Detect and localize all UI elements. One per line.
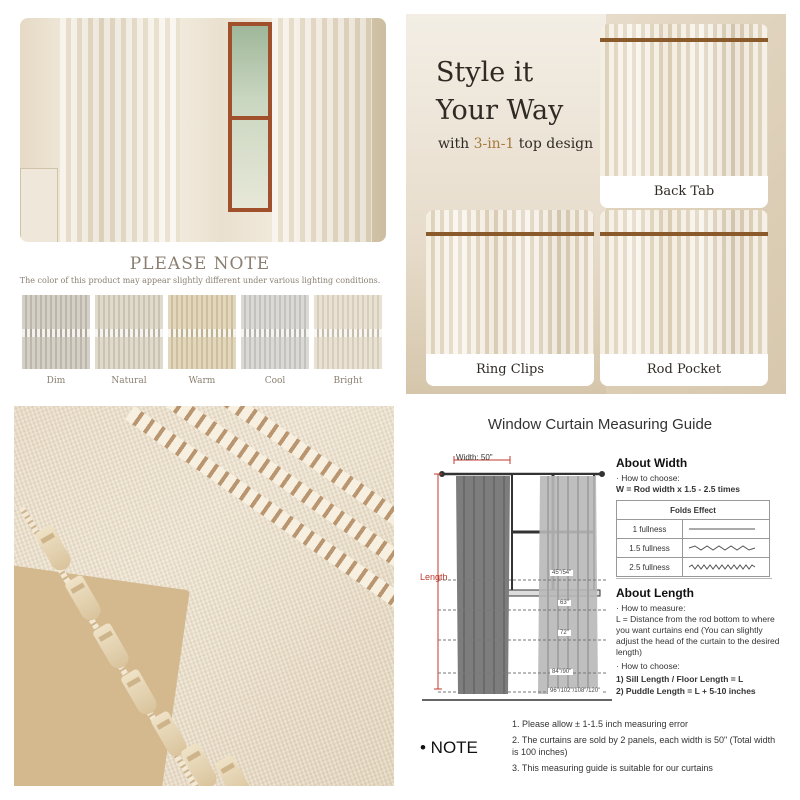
headline-line-2: Your Way [436, 95, 564, 126]
drop-label-63: 63" [560, 600, 569, 606]
divider [616, 578, 772, 579]
note-item-2: 2. The curtains are sold by 2 panels, each width is 50" (Total width is 100 inches) [512, 735, 776, 757]
about-width-heading: About Width [616, 456, 688, 470]
note-item-3: 3. This measuring guide is suitable for our curtains [512, 763, 713, 773]
fullness-1-5: 1.5 fullness [617, 539, 683, 558]
rod-pocket-label: Rod Pocket [600, 354, 768, 386]
folds-effect-table [616, 500, 770, 577]
room-photo [20, 18, 386, 242]
sheer-curtain-right [272, 18, 372, 242]
sub-highlight: 3-in-1 [473, 136, 515, 152]
guide-title: Window Curtain Measuring Guide [487, 416, 713, 433]
style-options-panel [406, 14, 786, 394]
note-item-1: 1. Please allow ± 1-1.5 inch measuring error [512, 719, 689, 729]
ring-clips-label: Ring Clips [426, 354, 594, 386]
fullness-2-5: 2.5 fullness [617, 558, 683, 577]
length-measure-text: L = Distance from the rod bottom to where you want curtains end (You can slightly adjust the head of the curtain to the desired length) [616, 614, 780, 657]
note-title: PLEASE NOTE [129, 254, 271, 274]
lighting-note-panel [0, 0, 400, 400]
back-tab-label: Back Tab [600, 176, 768, 208]
swatch-bright [314, 295, 382, 369]
note-list [512, 718, 782, 778]
window-frame [228, 22, 272, 212]
swatch-warm [168, 295, 236, 369]
swatch-natural [95, 295, 163, 369]
length-label: Length [420, 572, 448, 582]
fold-line-1 [683, 520, 770, 539]
cabinet [20, 168, 58, 242]
headline-line-1: Style it [436, 57, 534, 88]
kraft-paper-tag [14, 564, 190, 786]
swatch-label-warm: Warm [188, 376, 216, 386]
ring-clips-card [426, 210, 594, 386]
width-how-label: · How to choose: [616, 473, 680, 483]
curtain-diagram [412, 444, 612, 744]
length-measure-label: · How to measure: [616, 603, 686, 613]
swatch-dim [22, 295, 90, 369]
about-length-heading: About Length [616, 586, 694, 600]
style-headline [436, 54, 563, 130]
drop-label-96-120: 96"/102"/108"/120" [550, 688, 601, 694]
length-choose-label: · How to choose: [616, 661, 680, 671]
drop-label-84-90: 84"/90" [552, 669, 572, 675]
length-choice-2: 2) Puddle Length = L + 5-10 inches [616, 686, 756, 696]
measuring-guide-panel [400, 400, 800, 800]
fold-line-2-5 [683, 558, 770, 577]
rod-pocket-card [600, 210, 768, 386]
drop-label-72: 72" [560, 630, 569, 636]
style-subtitle [438, 136, 593, 152]
sheer-curtain-left [60, 18, 180, 242]
fullness-1: 1 fullness [617, 520, 683, 539]
fold-line-1-5 [683, 539, 770, 558]
length-choice-1: 1) Sill Length / Floor Length = L [616, 674, 744, 684]
swatch-label-cool: Cool [264, 376, 286, 386]
swatch-label-bright: Bright [333, 376, 363, 386]
folds-effect-header: Folds Effect [617, 501, 770, 520]
back-tab-card [600, 24, 768, 208]
width-label: Width: 50" [456, 453, 493, 462]
drop-label-45-54: 45"/54" [552, 570, 572, 576]
fabric-closeup-photo [14, 406, 394, 786]
swatch-label-dim: Dim [46, 376, 66, 386]
swatch-label-natural: Natural [111, 376, 147, 386]
width-formula: W = Rod width x 1.5 - 2.5 times [616, 484, 740, 494]
note-subtitle: The color of this product may appear slightly different under various lighting conditions. [19, 276, 381, 285]
note-heading: • NOTE [420, 738, 478, 757]
swatch-cool [241, 295, 309, 369]
sub-prefix: with [438, 136, 470, 152]
sub-suffix: top design [518, 136, 594, 152]
